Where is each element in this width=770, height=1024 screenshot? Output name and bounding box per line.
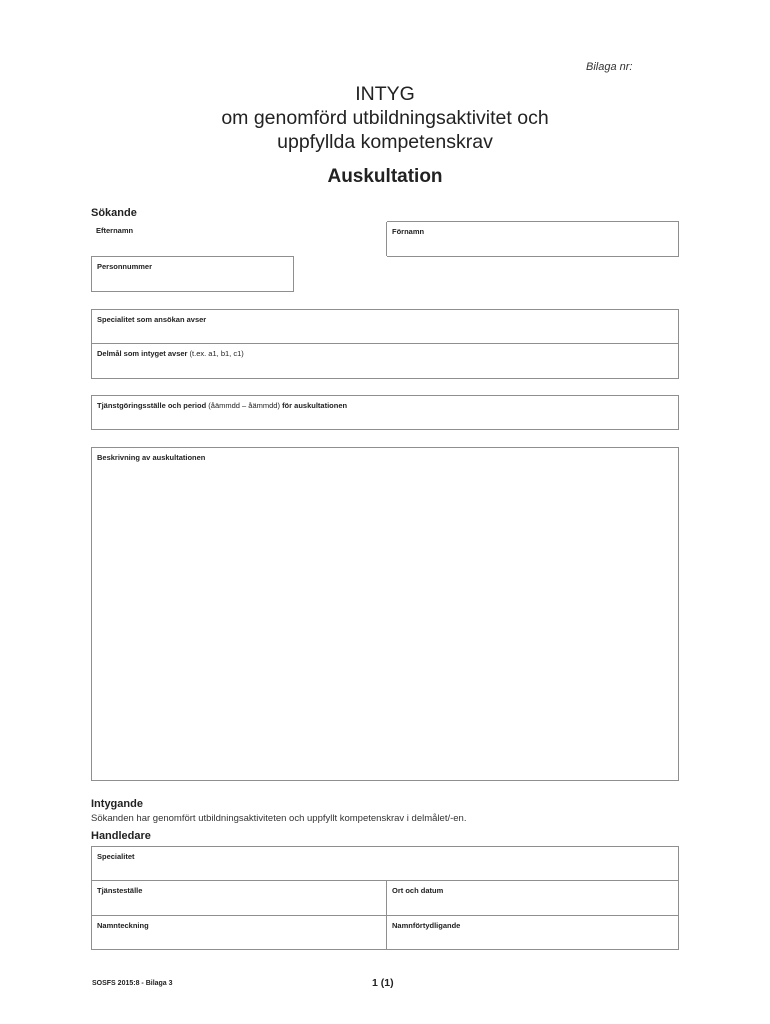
delmal-hint: (t.ex. a1, b1, c1) (187, 349, 244, 358)
name-row (91, 221, 679, 257)
efternamn-label: Efternamn (96, 226, 134, 235)
fornamn-label: Förnamn (392, 227, 425, 236)
tjanstestalle-label: Tjänsteställe (97, 886, 143, 895)
fornamn-field[interactable] (387, 222, 678, 256)
beskrivning-label: Beskrivning av auskultationen (97, 453, 206, 462)
footer-reference: SOSFS 2015:8 - Bilaga 3 (92, 980, 173, 987)
intygande-heading: Intygande (91, 798, 143, 810)
handledare-heading: Handledare (91, 830, 151, 842)
ort-datum-field[interactable] (387, 881, 678, 915)
delmal-field[interactable] (91, 343, 679, 379)
delmal-label (97, 349, 244, 358)
handledare-specialitet-field[interactable] (91, 846, 679, 881)
tjanstgoring-label (97, 401, 347, 410)
signature-row (91, 915, 679, 950)
efternamn-field[interactable] (91, 221, 387, 257)
personnummer-label: Personnummer (97, 262, 153, 271)
bilaga-number-label: Bilaga nr: (586, 61, 633, 73)
specialitet-ansokan-field[interactable] (91, 309, 679, 344)
namnteckning-field[interactable] (92, 916, 386, 949)
page-number: 1 (1) (372, 977, 394, 989)
handledare-specialitet-label: Specialitet (97, 852, 135, 861)
namnteckning-label: Namnteckning (97, 921, 149, 930)
beskrivning-field[interactable] (91, 447, 679, 781)
namnfortydligande-field[interactable] (387, 916, 678, 949)
tjanstestalle-field[interactable] (92, 881, 386, 915)
document-title: INTYG (355, 83, 415, 105)
specialitet-ansokan-label: Specialitet som ansökan avser (97, 315, 207, 324)
document-subtitle: Auskultation (327, 166, 443, 187)
personnummer-field[interactable] (91, 256, 294, 292)
tjanstgoring-label-suffix: för auskultationen (282, 401, 348, 410)
ort-datum-label: Ort och datum (392, 886, 444, 895)
tjanstgoring-label-text: Tjänstgöringsställe och period (97, 401, 207, 410)
tjanstestalle-row (91, 880, 679, 916)
tjanstgoring-hint: (åämmdd – åämmdd) (206, 401, 283, 410)
sokande-heading: Sökande (91, 207, 137, 219)
intygande-text: Sökanden har genomfört utbildningsaktiviteten och uppfyllt kompetenskrav i delmålet/-en. (91, 813, 467, 824)
delmal-label-text: Delmål som intyget avser (97, 349, 188, 358)
document-title-line-2: om genomförd utbildningsaktivitet och (221, 107, 549, 129)
namnfortydligande-label: Namnförtydligande (392, 921, 461, 930)
tjanstgoring-field[interactable] (91, 395, 679, 430)
document-title-line-3: uppfyllda kompetenskrav (277, 131, 493, 153)
